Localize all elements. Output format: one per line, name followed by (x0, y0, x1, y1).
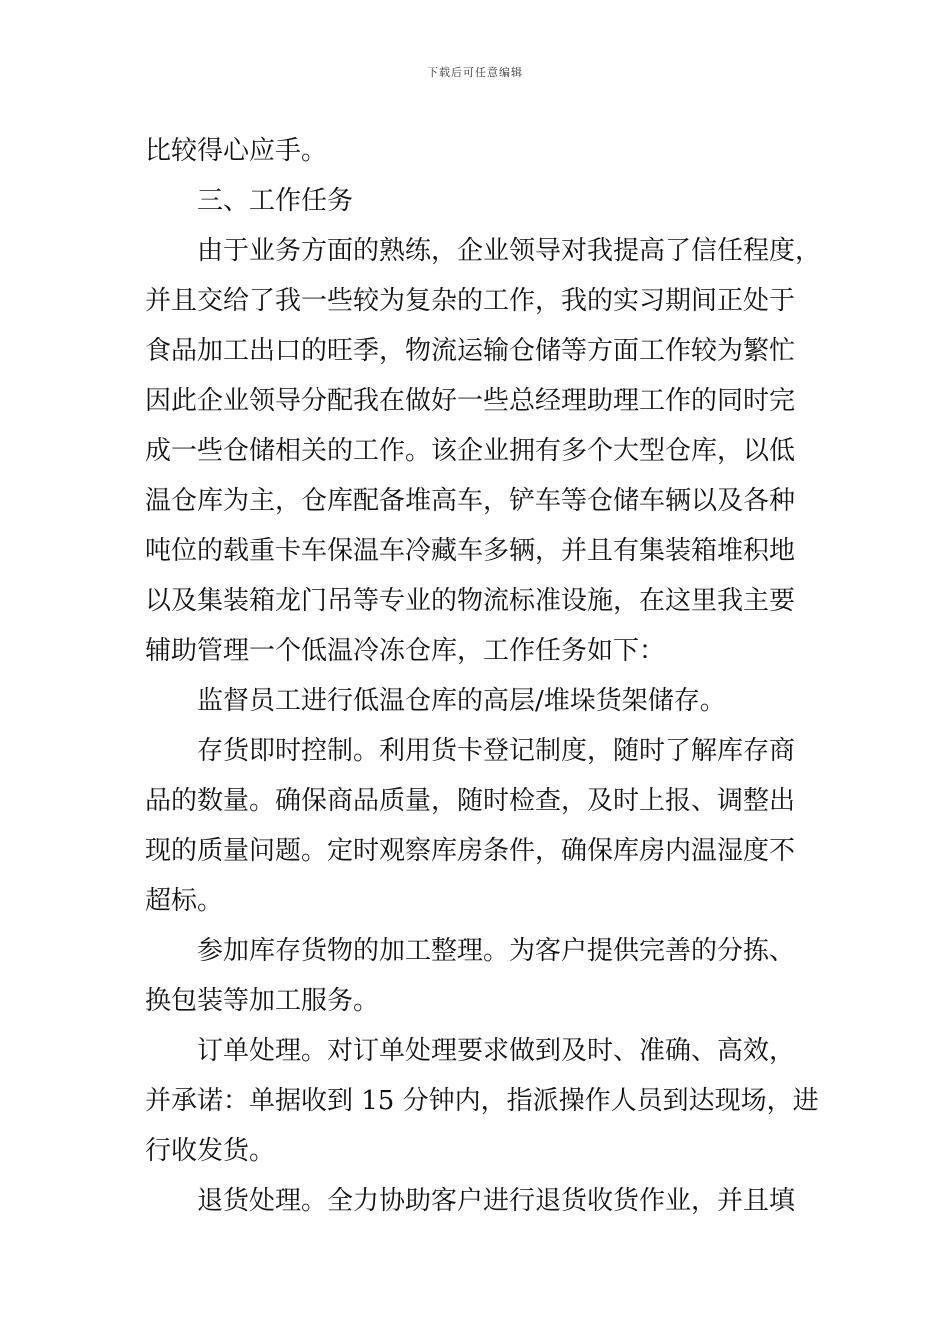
document-body (145, 128, 822, 1228)
section-heading: 三、工作任务 (197, 186, 354, 216)
text-line: 温仓库为主，仓库配备堆高车，铲车等仓储车辆以及各种 (145, 486, 796, 516)
text-line: 退货处理。全力协助客户进行退货收货作业，并且填 (197, 1186, 796, 1216)
text-line: 并承诺：单据收到 15 分钟内，指派操作人员到达现场，进 (145, 1086, 819, 1116)
text-line: 成一些仓储相关的工作。该企业拥有多个大型仓库，以低 (145, 436, 796, 466)
text-line: 参加库存货物的加工整理。为客户提供完善的分拣、 (197, 936, 796, 966)
text-line: 超标。 (145, 886, 224, 916)
text-line: 行收发货。 (145, 1136, 276, 1166)
text-line: 以及集装箱龙门吊等专业的物流标准设施，在这里我主要 (145, 586, 796, 616)
text-line: 由于业务方面的熟练，企业领导对我提高了信任程度， (197, 236, 822, 266)
text-line: 品的数量。确保商品质量，随时检查，及时上报、调整出 (145, 786, 796, 816)
text-line: 食品加工出口的旺季，物流运输仓储等方面工作较为繁忙 (145, 336, 796, 366)
text-line: 订单处理。对订单处理要求做到及时、准确、高效， (197, 1036, 796, 1066)
text-line: 并且交给了我一些较为复杂的工作，我的实习期间正处于 (145, 286, 796, 316)
text-line: 辅助管理一个低温冷冻仓库，工作任务如下： (145, 636, 666, 666)
text-line: 现的质量问题。定时观察库房条件，确保库房内温湿度不 (145, 836, 796, 866)
text-line: 比较得心应手。 (145, 136, 328, 166)
text-line: 吨位的载重卡车保温车冷藏车多辆，并且有集装箱堆积地 (145, 536, 796, 566)
text-line: 存货即时控制。利用货卡登记制度，随时了解库存商 (197, 736, 796, 766)
text-line: 因此企业领导分配我在做好一些总经理助理工作的同时完 (145, 386, 796, 416)
page-header: 下载后可任意编辑 (427, 66, 523, 79)
text-line: 监督员工进行低温仓库的高层/堆垛货架储存。 (197, 686, 726, 716)
text-line: 换包装等加工服务。 (145, 986, 380, 1016)
